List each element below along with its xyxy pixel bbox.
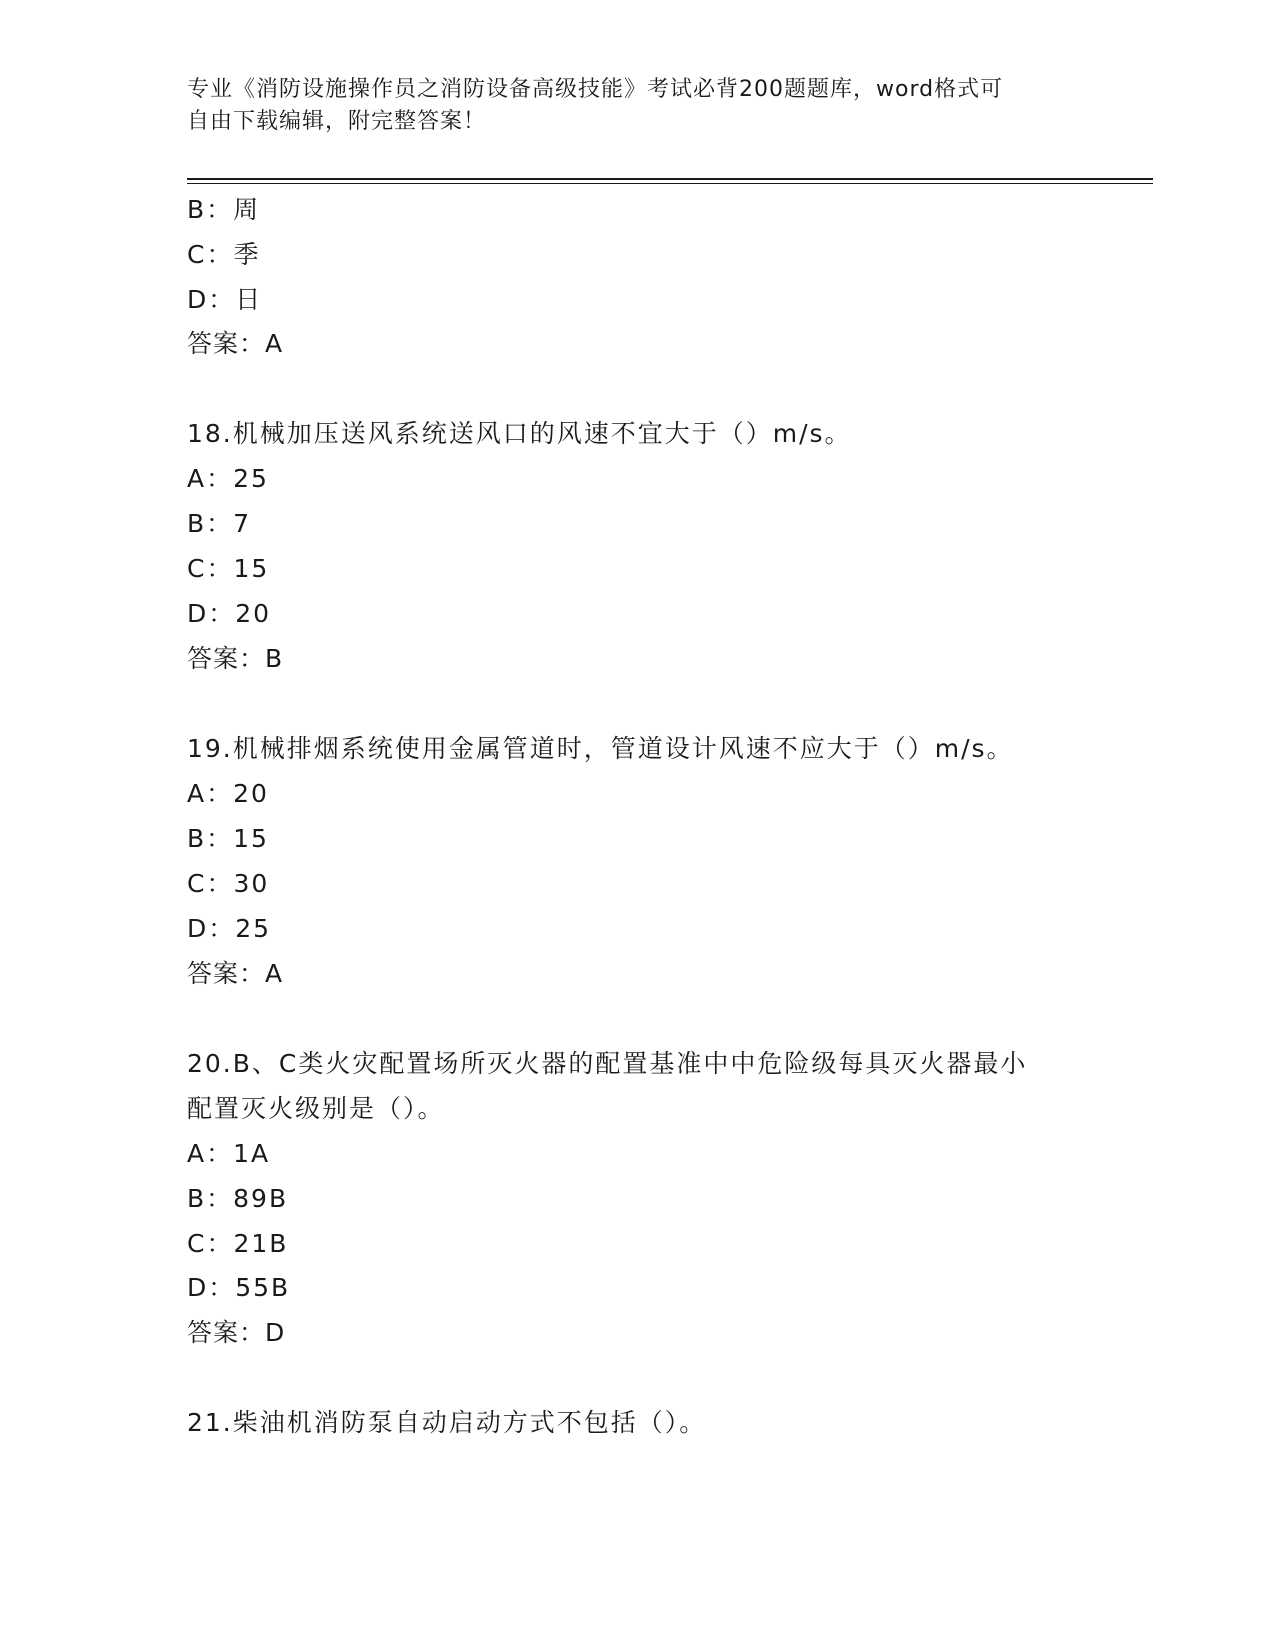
q17-option-c: C：季 bbox=[187, 240, 261, 269]
header-divider-thin bbox=[187, 183, 1153, 184]
q19-option-a: A：20 bbox=[187, 779, 269, 808]
q18-answer: 答案：B bbox=[187, 644, 284, 673]
q20-question-line-2: 配置灭火级别是（）。 bbox=[187, 1094, 445, 1123]
q19-option-b: B：15 bbox=[187, 824, 269, 853]
q17-answer: 答案：A bbox=[187, 329, 284, 358]
q21-question: 21.柴油机消防泵自动启动方式不包括（）。 bbox=[187, 1408, 707, 1437]
q20-option-a: A：1A bbox=[187, 1139, 271, 1168]
q17-option-d: D：日 bbox=[187, 285, 263, 314]
q20-option-c: C：21B bbox=[187, 1229, 289, 1258]
document-header bbox=[187, 74, 1087, 138]
q18-option-a: A：25 bbox=[187, 464, 269, 493]
header-line-2: 自由下载编辑，附完整答案！ bbox=[187, 109, 487, 134]
q17-option-b: B：周 bbox=[187, 195, 261, 224]
q19-option-c: C：30 bbox=[187, 869, 270, 898]
header-divider bbox=[187, 178, 1153, 180]
q19-question: 19.机械排烟系统使用金属管道时，管道设计风速不应大于（）m/s。 bbox=[187, 734, 1014, 763]
q20-option-b: B：89B bbox=[187, 1184, 289, 1213]
q20-answer: 答案：D bbox=[187, 1318, 286, 1347]
q20-question-line-1: 20.B、C类火灾配置场所灭火器的配置基准中中危险级每具灭火器最小 bbox=[187, 1049, 1028, 1078]
q18-option-d: D：20 bbox=[187, 599, 272, 628]
q18-option-c: C：15 bbox=[187, 554, 270, 583]
q19-answer: 答案：A bbox=[187, 959, 284, 988]
q18-question: 18.机械加压送风系统送风口的风速不宜大于（）m/s。 bbox=[187, 419, 852, 448]
header-line-1: 专业《消防设施操作员之消防设备高级技能》考试必背200题题库，word格式可 bbox=[187, 77, 1004, 102]
q20-option-d: D：55B bbox=[187, 1273, 291, 1302]
q18-option-b: B：7 bbox=[187, 509, 252, 538]
q19-option-d: D：25 bbox=[187, 914, 272, 943]
